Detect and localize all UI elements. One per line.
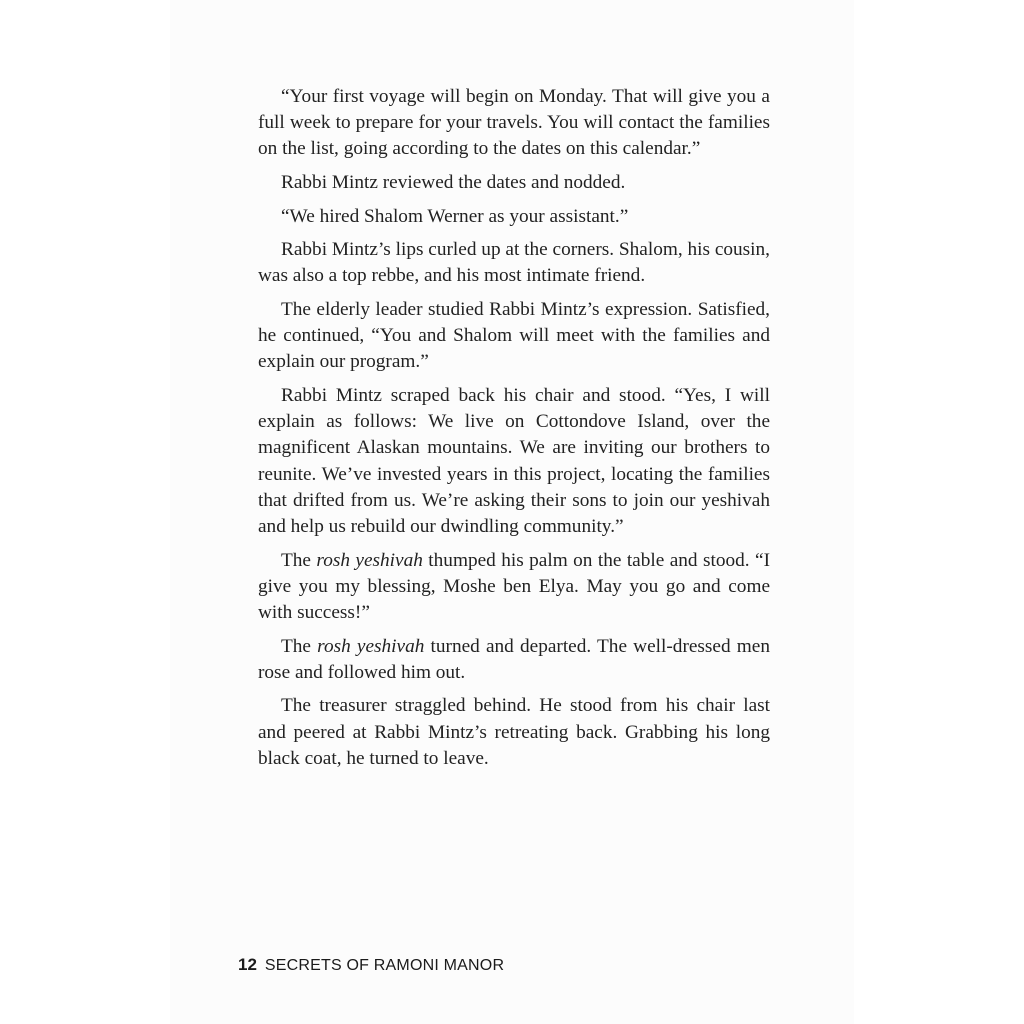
paragraph: “We hired Shalom Werner as your assistant.” [281,205,629,227]
paragraph-text: The [281,549,317,571]
italic-term: rosh yeshivah [316,549,423,571]
body-text [258,84,770,779]
paragraph: The treasurer straggled behind. He stood from his chair last and peered at Rabbi Mintz’s retreating back. Grabbing his long black coat, he turned to leave. [258,695,770,769]
paragraph: Rabbi Mintz reviewed the dates and nodded. [281,172,626,193]
paragraph: The elderly leader studied Rabbi Mintz’s expression. Satisfied, he continued, “You and Shalom will meet with the families and explain our program.” [258,298,770,373]
book-title: SECRETS OF RAMONI MANOR [264,957,505,974]
page-number: 12 [238,955,257,974]
paragraph: Rabbi Mintz’s lips curled up at the corners. Shalom, his cousin, was also a top rebbe, and his most intimate friend. [258,239,770,287]
paragraph-text: turned and departed. The well-dressed men rose and followed him out. [258,635,770,683]
paragraph-text: The [281,635,318,657]
paragraph [258,634,770,686]
paragraph: Rabbi Mintz scraped back his chair and stood. “Yes, I will explain as follows: We live on Cottondove Island, over the magnificent Alaskan mountains. We are inviting our brothers to reunite. We’ve invested years in this project, locating the families that drifted from us. We’re asking their sons to join our yeshivah and help us rebuild our dwindling community.” [258,384,770,537]
paragraph [258,548,770,627]
page-footer [238,955,504,975]
paragraph: “Your first voyage will begin on Monday. That will give you a full week to prepare for your travels. You will contact the families on the list, going according to the dates on this calendar.” [258,86,770,160]
italic-term: rosh yeshivah [317,635,425,657]
paragraph-text: thumped his palm on the table and stood. “I give you my blessing, Moshe ben Elya. May you go and come with success!” [258,549,770,623]
